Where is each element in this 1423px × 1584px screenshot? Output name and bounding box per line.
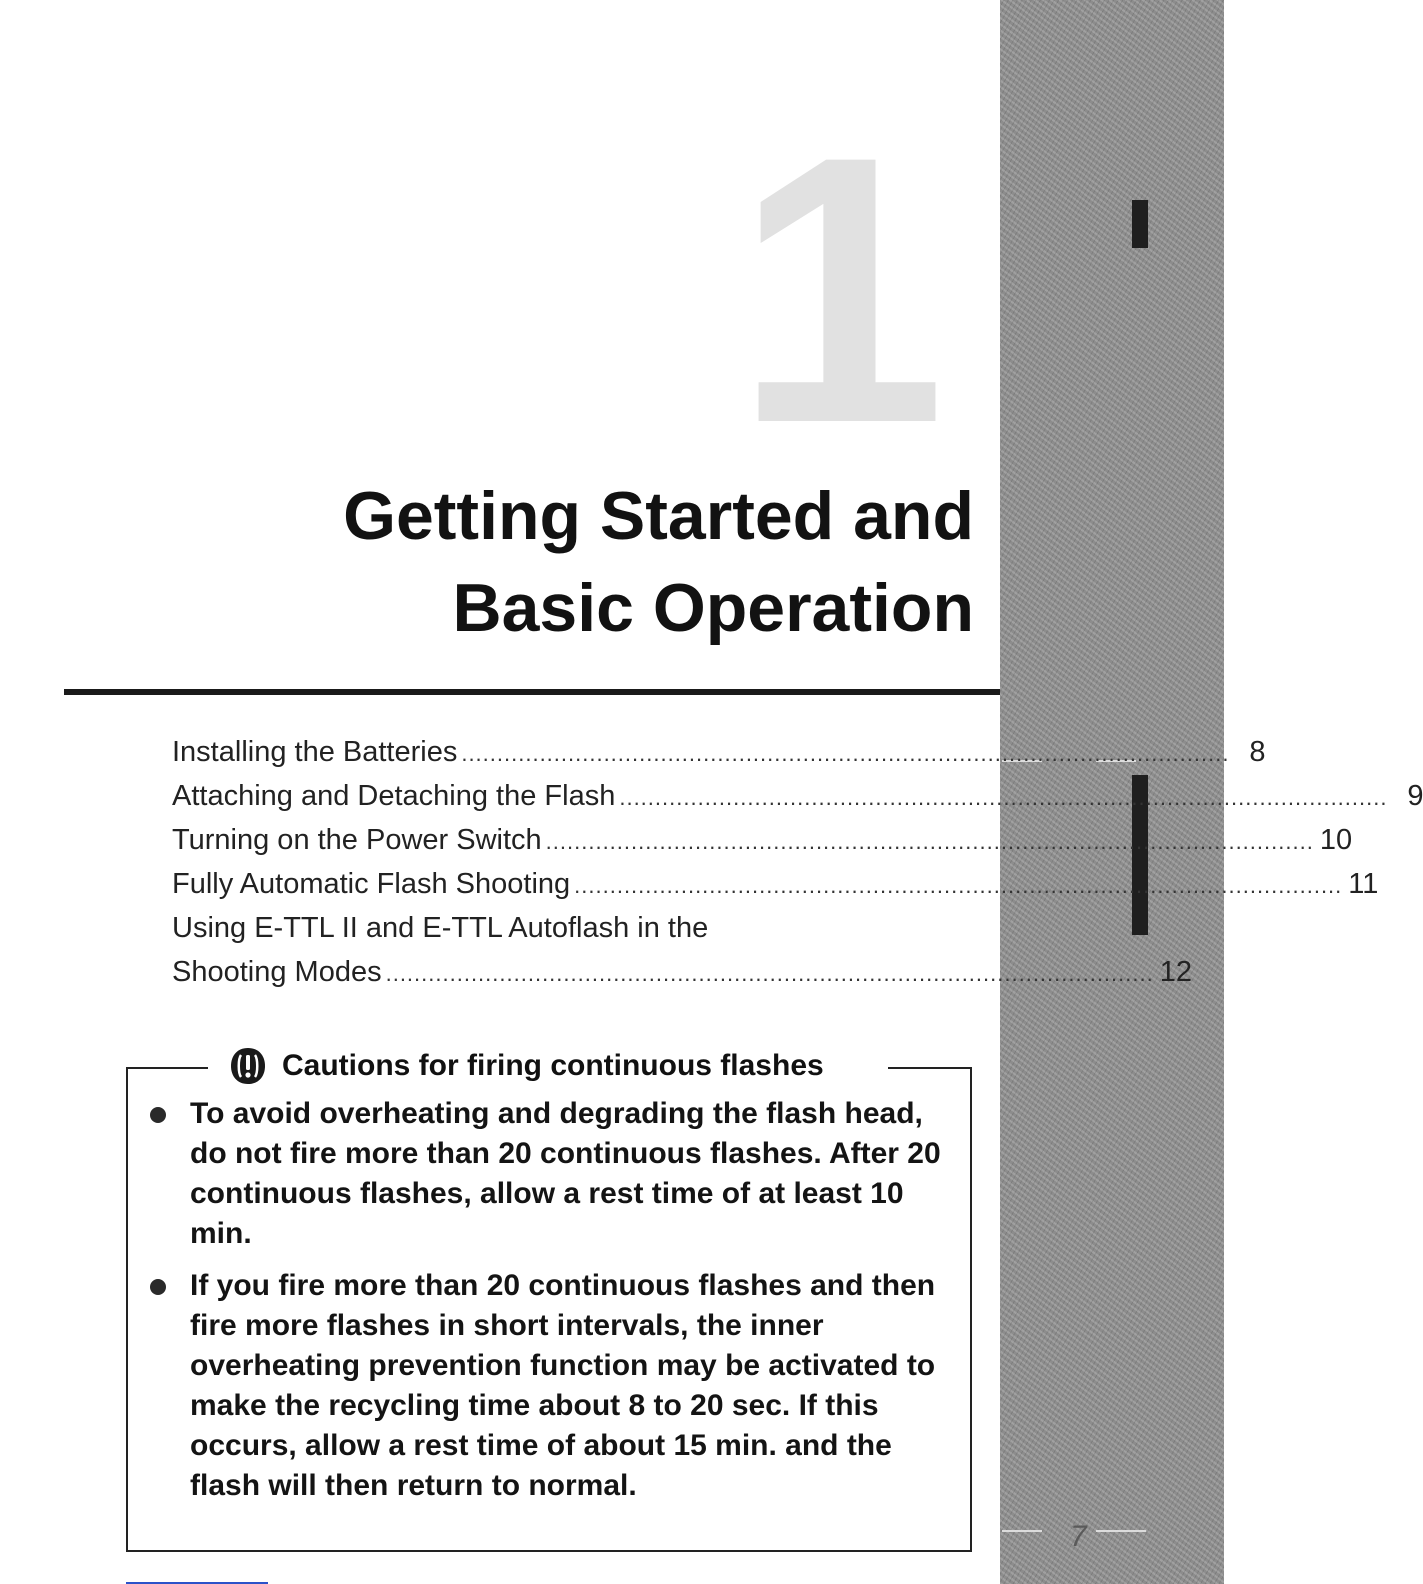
caution-item [148,1266,948,1506]
toc-entry-label: Fully Automatic Flash Shooting [172,868,571,900]
chapter-number: 1 [734,77,946,502]
toc-entry-page: 9 [1407,780,1423,812]
caution-box-border [888,1067,972,1069]
toc-entry[interactable] [172,862,1379,906]
table-of-contents [172,730,1423,994]
toc-entry[interactable] [172,818,1353,862]
toc-leader-dots: ............................................................................................................ [545,829,1314,854]
toc-entry-page: 10 [1319,824,1353,856]
toc-entry-page: 12 [1159,956,1192,988]
page-number: 7 [1070,1520,1087,1553]
toc-leader-dots: ............................................................................................................ [619,785,1388,810]
toc-entry-label: Installing the Batteries [172,736,458,768]
chapter-title-line-2: Basic Operation [452,570,974,646]
caution-box-border [126,1067,208,1069]
edge-tab-notch [1002,1530,1042,1532]
caution-item-text: If you fire more than 20 continuous flashes and then fire more flashes in short intervals, the inner overheating prevention function may be activated to make the recycling time about 8 to 20 sec. If this occurs, allow a rest time of about 15 min. and the flash will then return to normal. [190,1269,936,1502]
toc-entry-label-line-1[interactable]: Using E-TTL II and E-TTL Autoflash in the [172,912,709,944]
caution-heading [222,1044,830,1088]
toc-entry-page: 8 [1249,736,1266,768]
toc-leader-dots: ............................................................................................................ [385,961,1154,986]
bullet-dot-icon [150,1107,166,1123]
toc-entry-label: Turning on the Power Switch [172,824,542,856]
toc-entry-page: 11 [1348,868,1379,900]
toc-entry[interactable] [172,774,1423,818]
toc-entry-label: Shooting Modes [172,956,382,988]
toc-entry[interactable] [172,730,1266,774]
chapter-title-line-1: Getting Started and [343,478,974,554]
edge-tab-marker [1132,200,1148,248]
caution-list [148,1094,948,1506]
caution-item [148,1094,948,1254]
toc-leader-dots: ............................................................................................................ [574,873,1343,898]
caution-heading-text: Cautions for firing continuous flashes [282,1049,824,1082]
caution-item-text: To avoid overheating and degrading the flash head, do not fire more than 20 continuous flashes. After 20 continuous flashes, allow a rest time of at least 10 min. [190,1097,941,1250]
toc-entry[interactable] [172,950,1192,994]
chapter-title [343,470,974,654]
title-divider [64,689,1000,695]
toc-leader-dots: ............................................................................................................ [461,741,1230,766]
edge-tab-notch [1096,1530,1146,1532]
caution-icon [228,1046,268,1086]
bullet-dot-icon [150,1279,166,1295]
toc-entry-label: Attaching and Detaching the Flash [172,780,616,812]
